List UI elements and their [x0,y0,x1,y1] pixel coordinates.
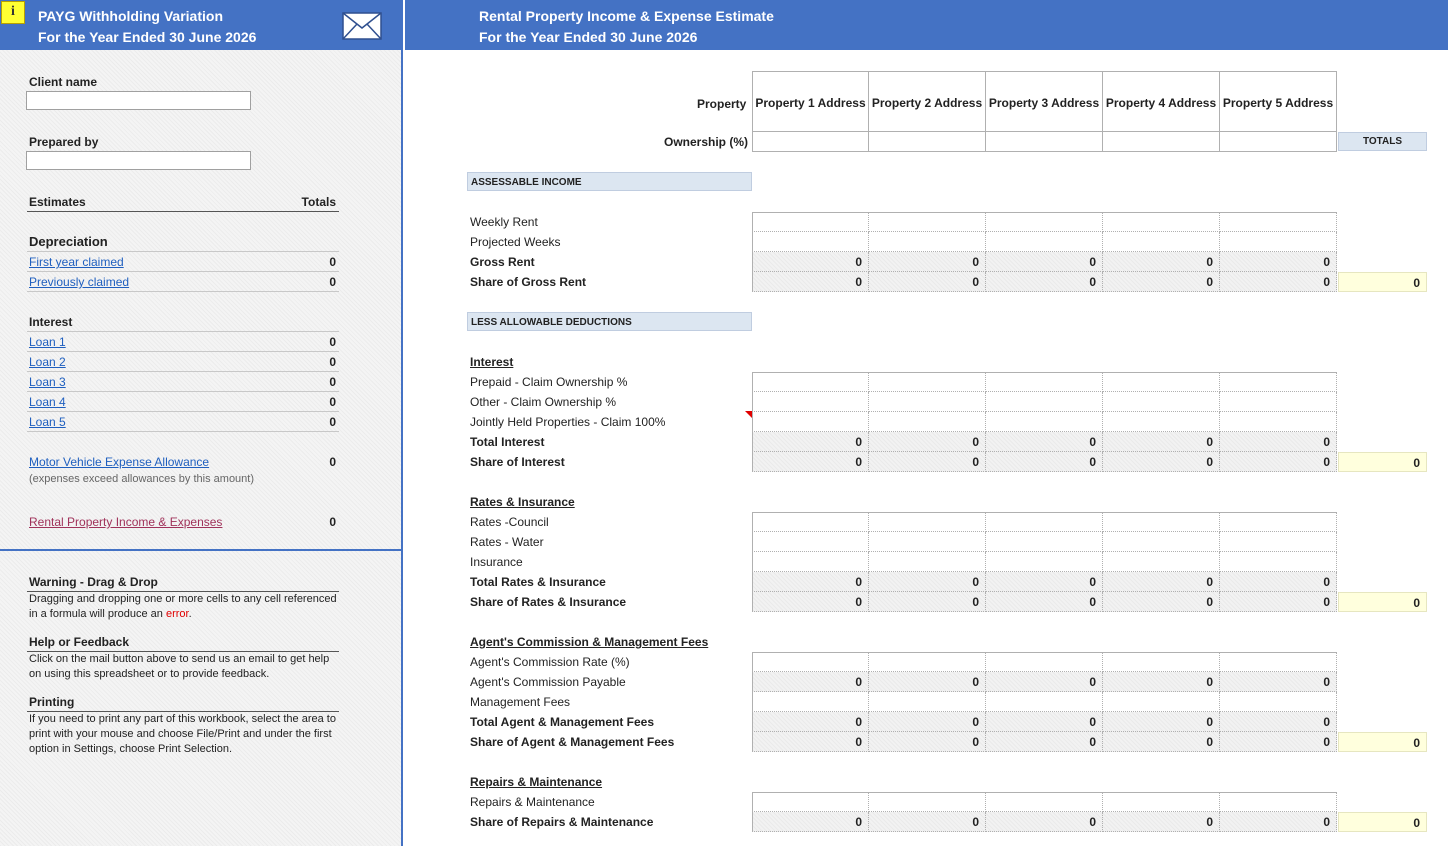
rental-property-value: 0 [329,515,336,529]
depreciation-heading-row [27,232,339,252]
input-cell[interactable] [986,792,1103,812]
input-cell[interactable] [1103,372,1220,392]
value-cell: 0 [986,252,1103,272]
input-cell[interactable] [1220,512,1337,532]
estimates-label: Estimates [29,195,86,209]
input-cell[interactable] [752,392,869,412]
row-label-total-interest: Total Interest [470,435,545,449]
input-cell[interactable] [1220,212,1337,232]
input-cell[interactable] [752,692,869,712]
row-label-agent-payable: Agent's Commission Payable [470,675,626,689]
left-panel-divider [0,549,403,551]
value-cell: 0 [1103,592,1220,612]
motor-vehicle-row [27,452,339,471]
input-cell[interactable] [752,532,869,552]
loan-2-value: 0 [329,355,336,369]
input-cell[interactable] [1103,552,1220,572]
interest-heading: Interest [29,315,73,329]
estimates-header [27,192,339,212]
value-cell: 0 [1220,712,1337,732]
total-cell: 0 [1338,812,1427,832]
row-label-total-agent: Total Agent & Management Fees [470,715,655,729]
value-cell: 0 [1220,592,1337,612]
ownership-input[interactable] [1220,132,1337,152]
warning-title: Warning - Drag & Drop [29,575,158,589]
input-cell[interactable] [1220,692,1337,712]
loan-5-value: 0 [329,415,336,429]
warning-text-1: Dragging and dropping one or more cells to any cell referenced in a formula will produce an [29,593,337,620]
value-cell: 0 [869,252,986,272]
value-cell: 0 [752,272,869,292]
previously-claimed-value: 0 [329,275,336,289]
loan-1-value: 0 [329,335,336,349]
row-label-weekly-rent: Weekly Rent [470,215,538,229]
value-cell: 0 [869,732,986,752]
loan-3-value: 0 [329,375,336,389]
loan-1-link[interactable]: Loan 1 [29,335,66,349]
mail-icon[interactable] [342,12,384,42]
input-cell[interactable] [986,552,1103,572]
loan-row [27,332,339,352]
agent-section-heading: Agent's Commission & Management Fees [470,635,709,649]
value-cell: 0 [869,672,986,692]
property-2-header[interactable]: Property 2 Address [869,71,986,132]
value-cell: 0 [1220,572,1337,592]
value-cell: 0 [986,592,1103,612]
comment-indicator-icon[interactable] [745,411,752,418]
value-cell: 0 [752,592,869,612]
input-cell[interactable] [869,692,986,712]
value-cell: 0 [752,732,869,752]
totals-header: TOTALS [1338,132,1427,151]
loan-3-link[interactable]: Loan 3 [29,375,66,389]
loan-4-link[interactable]: Loan 4 [29,395,66,409]
input-cell[interactable] [1103,792,1220,812]
value-cell: 0 [869,432,986,452]
rates-section-heading: Rates & Insurance [470,495,575,509]
value-cell: 0 [1103,812,1220,832]
input-cell[interactable] [869,512,986,532]
help-heading-row [27,632,339,652]
ownership-label: Ownership (%) [664,135,749,149]
property-4-header[interactable]: Property 4 Address [1103,71,1220,132]
loan-row [27,412,339,432]
value-cell: 0 [1220,432,1337,452]
loan-5-link[interactable]: Loan 5 [29,415,66,429]
input-cell[interactable] [1103,392,1220,412]
first-year-claimed-link[interactable]: First year claimed [29,255,124,269]
row-label-rates-water: Rates - Water [470,535,544,549]
help-text: Click on the mail button above to send us an email to get help on using this spreadsheet or to provide feedback. [29,653,330,680]
value-cell: 0 [986,452,1103,472]
printing-heading-row [27,692,339,712]
input-cell[interactable] [1103,212,1220,232]
help-title: Help or Feedback [29,635,130,649]
input-cell[interactable] [869,212,986,232]
value-cell: 0 [986,732,1103,752]
row-label-gross-rent: Gross Rent [470,255,535,269]
value-cell: 0 [986,572,1103,592]
property-3-header[interactable]: Property 3 Address [986,71,1103,132]
input-cell[interactable] [752,652,869,672]
warning-text [29,592,341,622]
row-label-share-rates: Share of Rates & Insurance [470,595,627,609]
repairs-section-heading: Repairs & Maintenance [470,775,603,789]
row-label-insurance: Insurance [470,555,523,569]
input-cell[interactable] [752,232,869,252]
value-cell: 0 [869,592,986,612]
rental-property-link[interactable]: Rental Property Income & Expenses [29,515,223,529]
input-cell[interactable] [1220,652,1337,672]
row-label-share-agent: Share of Agent & Management Fees [470,735,675,749]
motor-vehicle-note: (expenses exceed allowances by this amount) [29,473,255,485]
input-cell[interactable] [1220,232,1337,252]
input-cell[interactable] [986,212,1103,232]
value-cell: 0 [752,812,869,832]
input-cell[interactable] [1103,232,1220,252]
right-header [405,0,1448,50]
prepared-by-input[interactable] [26,151,251,170]
depreciation-row [27,272,339,292]
value-cell: 0 [1220,732,1337,752]
input-cell[interactable] [1220,392,1337,412]
row-label-rates-council: Rates -Council [470,515,549,529]
value-cell: 0 [1103,732,1220,752]
loan-4-value: 0 [329,395,336,409]
warning-error-word: error [165,608,189,620]
total-cell: 0 [1338,452,1427,472]
value-cell: 0 [869,572,986,592]
row-label-other: Other - Claim Ownership % [470,395,617,409]
assessable-income-header: ASSESSABLE INCOME [467,172,752,191]
input-cell[interactable] [869,412,986,432]
loan-row [27,372,339,392]
first-year-claimed-value: 0 [329,255,336,269]
value-cell: 0 [986,812,1103,832]
value-cell: 0 [1103,452,1220,472]
input-cell[interactable] [869,652,986,672]
totals-label: Totals [301,195,336,209]
ownership-input[interactable] [986,132,1103,152]
less-deductions-header: LESS ALLOWABLE DEDUCTIONS [467,312,752,331]
input-cell[interactable] [1220,792,1337,812]
total-cell: 0 [1338,592,1427,612]
loan-2-link[interactable]: Loan 2 [29,355,66,369]
loan-row [27,352,339,372]
total-cell: 0 [1338,272,1427,292]
row-label-total-rates: Total Rates & Insurance [470,575,606,589]
row-label-jointly: Jointly Held Properties - Claim 100% [470,415,666,429]
row-label-agent-rate: Agent's Commission Rate (%) [470,655,630,669]
value-cell: 0 [869,812,986,832]
warning-heading-row [27,572,339,592]
property-label: Property [697,97,747,111]
input-cell[interactable] [986,232,1103,252]
printing-title: Printing [29,695,75,709]
value-cell: 0 [986,712,1103,732]
input-cell[interactable] [986,532,1103,552]
input-cell[interactable] [752,412,869,432]
input-cell[interactable] [986,692,1103,712]
right-header-subtitle: For the Year Ended 30 June 2026 [479,29,698,45]
info-icon[interactable]: i [1,1,25,24]
row-label-share-interest: Share of Interest [470,455,565,469]
input-cell[interactable] [986,652,1103,672]
value-cell: 0 [752,252,869,272]
input-cell[interactable] [752,792,869,812]
left-header-subtitle: For the Year Ended 30 June 2026 [38,29,257,45]
total-cell: 0 [1338,732,1427,752]
input-cell[interactable] [752,212,869,232]
row-label-projected-weeks: Projected Weeks [470,235,561,249]
value-cell: 0 [1103,572,1220,592]
input-cell[interactable] [1220,552,1337,572]
value-cell: 0 [1103,432,1220,452]
value-cell: 0 [752,572,869,592]
input-cell[interactable] [986,392,1103,412]
input-cell[interactable] [752,512,869,532]
value-cell: 0 [752,712,869,732]
row-label-share-gross-rent: Share of Gross Rent [470,275,587,289]
input-cell[interactable] [986,372,1103,392]
input-cell[interactable] [1103,532,1220,552]
value-cell: 0 [1103,252,1220,272]
value-cell: 0 [986,272,1103,292]
interest-section-heading: Interest [470,355,514,369]
value-cell: 0 [986,432,1103,452]
property-1-header[interactable]: Property 1 Address [752,71,869,132]
previously-claimed-link[interactable]: Previously claimed [29,275,130,289]
input-cell[interactable] [1220,372,1337,392]
motor-vehicle-value: 0 [329,455,336,469]
prepared-by-label: Prepared by [29,135,99,149]
value-cell: 0 [869,272,986,292]
value-cell: 0 [869,712,986,732]
client-name-input[interactable] [26,91,251,110]
input-cell[interactable] [869,372,986,392]
input-cell[interactable] [869,392,986,412]
input-cell[interactable] [1220,412,1337,432]
row-label-prepaid: Prepaid - Claim Ownership % [470,375,628,389]
property-5-header[interactable]: Property 5 Address [1220,71,1337,132]
ownership-input[interactable] [869,132,986,152]
value-cell: 0 [986,672,1103,692]
input-cell[interactable] [1103,692,1220,712]
value-cell: 0 [1220,252,1337,272]
warning-text-2: . [188,608,192,620]
value-cell: 0 [1220,672,1337,692]
rental-property-row [27,512,339,531]
input-cell[interactable] [869,552,986,572]
input-cell[interactable] [869,532,986,552]
input-cell[interactable] [869,792,986,812]
value-cell: 0 [1220,452,1337,472]
printing-text: If you need to print any part of this workbook, select the area to print with your mouse and choose File/Print and under the first option in Settings, choose Print Selection. [29,713,336,755]
input-cell[interactable] [869,232,986,252]
value-cell: 0 [1103,712,1220,732]
input-cell[interactable] [752,552,869,572]
ownership-input[interactable] [1103,132,1220,152]
value-cell: 0 [752,432,869,452]
input-cell[interactable] [1103,512,1220,532]
row-label-repairs: Repairs & Maintenance [470,795,595,809]
loan-row [27,392,339,412]
depreciation-heading: Depreciation [29,234,108,249]
value-cell: 0 [1103,672,1220,692]
client-name-label: Client name [29,75,98,89]
value-cell: 0 [1220,272,1337,292]
left-header-title: PAYG Withholding Variation [38,8,223,24]
input-cell[interactable] [986,412,1103,432]
motor-vehicle-link[interactable]: Motor Vehicle Expense Allowance [29,455,210,469]
row-label-mgmt-fees: Management Fees [470,695,571,709]
input-cell[interactable] [1103,652,1220,672]
input-cell[interactable] [986,512,1103,532]
input-cell[interactable] [752,372,869,392]
value-cell: 0 [752,672,869,692]
value-cell: 0 [752,452,869,472]
value-cell: 0 [869,452,986,472]
left-header [0,0,405,50]
input-cell[interactable] [1220,532,1337,552]
right-header-title: Rental Property Income & Expense Estimate [479,8,774,24]
value-cell: 0 [1220,812,1337,832]
interest-heading-row [27,312,339,332]
value-cell: 0 [1103,272,1220,292]
depreciation-row [27,252,339,272]
row-label-share-repairs: Share of Repairs & Maintenance [470,815,654,829]
input-cell[interactable] [1103,412,1220,432]
ownership-input[interactable] [752,132,869,152]
